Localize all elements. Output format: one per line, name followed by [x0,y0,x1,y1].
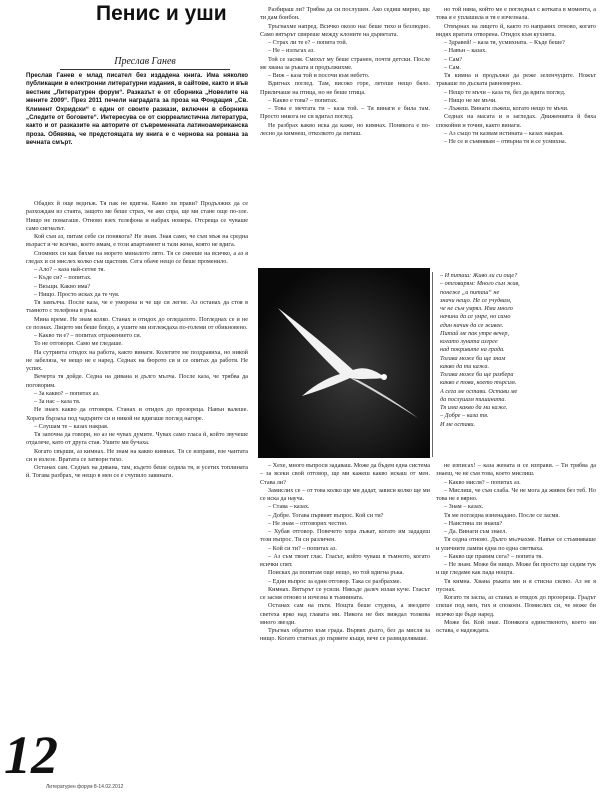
paragraph: Когато тя заспа, аз станах и отидох до прозореца. Градът спеше под мен, тих и спокоен. Помислих си, че може би всичко ще бъде наред. [436,594,596,618]
paragraph: Останах сам на пътя. Нощта беше студена, а звездите светеха ярко над главата ми. Никога не бях виждал толкова много звезди. [260,602,430,626]
paragraph: – Лъжеш. Винаги лъжеш, когато нещо те мъчи. [444,105,569,112]
paragraph: Тя започна да говори, но аз не чувах думите. Чувах само гласа й, който звучеше отдалече, като от друга стая. Ушите ми бучаха. [26,431,248,447]
paragraph: Мина време. Не знам колко. Станах и отидох до огледалото. Погледнах се и не се познах. Лицето ми беше бледо, а ушите ми изглеждаха по-големи от обикновено. [26,315,248,331]
paragraph: – Какво ще правим сега? – попита тя. [444,552,543,560]
paragraph: – Виж – каза той и посочи към небето. [268,72,370,79]
paragraph: Тя кимна и продължи да реже зеленчуците. Ножът тракаше по дъската равномерно. [436,72,596,88]
paragraph: Тя кимна. Хвана ръката ми и я стисна силно. Аз не я пуснах. [436,577,596,593]
paragraph: Тогава може би ще разбера [440,371,514,378]
paragraph: че не съм умрял. Има много [440,305,513,312]
paragraph: Седнах на масата и я загледах. Движенията й бяха спокойни и точни, както винаги. [436,113,596,129]
page-footer: Литературен форум 8-14.02.2012 [46,784,124,790]
paragraph: Кой съм аз, питам себе си понякога? Не знам. Зная само, че съм мъж на средна възраст и че всичко, което имам, е този апартамент и тази жена, която не вдига. [26,233,248,249]
column-2-top [260,6,430,268]
paragraph: Поисках да попитам още нещо, но той вдигна ръка. [268,569,404,577]
page-number: 12 [4,725,58,785]
paragraph: – отговарям: Много съм жив, [440,280,520,288]
poem-block [440,272,596,458]
paragraph: – Какво мисля? – попитах аз. [444,478,521,486]
paragraph: Тя седна отново. Дълго мълчахме. Навън се стъмняваше и уличните лампи една по една светваха. [436,536,596,552]
paragraph: Вдигнах поглед. Там, високо горе, летеше нещо бяло. Приличаше на птица, но не беше птица. [260,80,430,96]
paragraph: – За нас – каза тя. [34,398,81,405]
column-2-bottom [260,462,430,796]
paragraph: какво е това, което търсим. [440,379,517,387]
paragraph: какво да ти кажа. [440,362,490,370]
paragraph: един начин да се живее. [440,321,504,329]
paragraph: – Нищо. Просто исках да те чуя. [34,290,120,298]
paragraph: А сега ме остави. Остави ме [440,387,518,395]
paragraph: – Знам – казах. [444,503,484,511]
column-3-top [436,6,596,268]
paragraph: – Не знам. Може би нищо. Може би просто ще седим тук и ще гледаме как пада нощта. [436,561,596,577]
paragraph: – Аз съм твоят глас. Гласът, който чуваш в тъмното, когато всички спят. [260,552,430,568]
paragraph: Обадих й още веднъж. Тя пак не вдигна. Какво ли прави? Продължих да се разхождам из стаята, защото ме беше страх, че ако спра, ще ми стане още по-зле. Нищо не помагаше. Отново взех телефона и набрах номера. Отсреща се чуваше само сигналът. [26,200,248,232]
paragraph: – И питаш: Живо ли си още? [440,272,518,279]
paragraph: – Не се и съмнявам – отвърна тя и се усмихна. [444,138,567,145]
paragraph: но той няма, който ме е погледнал с котката в момента, а това я е уплашила и тя е изчезнала. [436,6,596,22]
column-divider [432,272,433,457]
paragraph: – Сам? [444,55,463,63]
column-1 [26,200,248,796]
paragraph: – Един въпрос за един отговор. Така се разбрахме. [268,577,401,585]
paragraph: – Сам. [444,63,461,71]
paragraph: – Слушам те – казах накрая. [34,422,109,430]
article-title: Пенис и уши [96,2,227,25]
paragraph: – Аз също ти казвам истината – казах накрая. [444,129,564,137]
paragraph: Вечерта тя дойде. Седна на дивана и дълго мълча. После каза, че трябва да поговорим. [26,373,248,389]
paragraph: – Не – излъгах аз. [268,47,315,55]
paragraph: – Добре. Тогава първият въпрос. Кой си ти? [268,511,384,519]
paragraph: – Мислиш, че съм слаба. Че не мога да живея без теб. Но това не е вярно. [436,486,596,502]
paragraph: Не знаех какво да отговоря. Станах и отидох до прозореца. Навън валеше. Хората бързаха под чадърите си и никой не вдигаше поглед нагоре. [26,406,248,422]
paragraph: – Какво ти е? – попитах отражението си. [34,332,142,339]
paragraph: когато луната изгрее [440,338,498,345]
paragraph: – Добре – каза тя. [440,412,489,420]
paragraph: – Това е мечтата ти – каза той. – Тя винаги е била там. Просто никога не си вдигал поглед. [260,105,430,121]
paragraph: над покривите на града. [440,346,505,354]
paragraph: Тя ме погледна изненадано. После се засмя. [444,511,560,519]
paragraph: Спомних си как бяхме на морето миналото лято. Тя се смееше на всичко, а аз я гледах и си мислех колко съм щастлив. Сега обаче нещо се беше променило. [26,249,248,265]
paragraph: Той се засмя. Смехът му беше странен, почти детски. После ме хвана за ръката и продължихме. [260,55,430,71]
paragraph: – Какво е това? – попитах. [268,96,338,104]
paragraph: На сутринта отидох на работа, както винаги. Колегите ме поздравиха, но никой не забеляза, че нещо не е наред. Седнах на бюрото си и се опитах да работя. Не успях. [26,348,248,372]
paragraph: Разбираш ли? Трябва да си послушен. Ако седиш мирно, ще ти дам бонбон. [260,6,430,22]
paragraph: – Нищо не ме мъчи. [444,96,497,104]
paragraph: Отвърнах на лицето й, както го направих отново, когато видях вратата отворена. Отидох към кухнята. [436,22,596,38]
paragraph: – Кой си ти? – попитах аз. [268,544,337,552]
paragraph: – Не знам – отговорих честно. [268,519,348,527]
paragraph: – Навън – казах. [444,47,487,55]
article-author: Преслав Ганев [60,56,230,70]
paragraph: Питай ме пак утре вечер, [440,329,510,337]
paragraph: Не разбрах какво иска да каже, но кимнах. Понякога е по-лесно да кимнеш, отколкото да питаш. [260,121,430,137]
paragraph: Тогава може би ще знам [440,354,506,362]
paragraph: Останах сам. Седнах на дивана, там, където беше седяла тя, и усетих топлината й. Тогава разбрах, че нещо в мен се е счупило завинаги. [26,464,248,480]
paragraph: не изписах! – каза жената и се изправи. – Ти трябва да знаеш, че не съм това, което мислиш. [436,462,596,478]
paragraph: Тя замълча. После каза, че е уморена и че ще си легне. Аз останах да стоя в тъмното с телефона в ръка. [26,299,248,315]
paragraph: – Нещо те мъчи – каза тя, без да вдига поглед. [444,88,566,96]
bird-photo [258,268,430,458]
article-lead: Преслав Ганев е млад писател без издадена книга. Има няколко публикации в електронни литературни издания, в сайтове, както и във вестник „Литературен форум“. Разказът е от сборника „Новелите на жените 2009“. През 2011 печели наградата за проза на Фондация „Св. Климент Охридски“ с един от своите разкази, включен в сборника „Следите от боговете“. Интересува се от сюрреалистична литература, както и от разказите на авторите от съвременната латиноамериканска проза. Обявява, че предстоящата му книга е с чернова на романа за вечната смърт. [26,72,248,147]
paragraph: Тръгнахме напред. Всичко около нас беше тихо и безлюдно. Само вятърът свиреше между клоните на дърветата. [260,22,430,38]
paragraph: Тя има какво да ми каже. [440,404,508,411]
paragraph: – Страх ли те е? – попита той. [268,39,348,46]
paragraph: Кимнах. Вятърът се усили. Някъде далеч излая куче. Гласът се засмя отново и изчезна в тъмнината. [260,585,430,601]
column-3-bottom [436,462,596,796]
paragraph: понеже „и питаш“ не [440,288,500,296]
paragraph: – Става – казах. [268,503,310,511]
paragraph: – За какво? – попитах аз. [34,389,100,397]
paragraph: – Къде си? – попитах. [34,274,92,282]
paragraph: Замислих се – от това колко ще ми дадат, зависи колко ще ми се иска да науча. [260,486,430,502]
paragraph: – Здравей! – каза тя, усмихната. – Къде беше? [444,39,565,46]
paragraph: Тръгнах обратно към града. Вървях дълго, без да мисля за нищо. Когато стигнах до първите къщи, вече се развиделяваше. [260,627,430,643]
paragraph: – Хехе, много въпроси задаваш. Може да бъдем една система – за всеки свой отговор, ще ми кажеш какво искаш от мен. Става ли? [260,462,430,486]
paragraph: да послушам тишината. [440,395,507,403]
paragraph: – Наистина ли знаеш? [444,519,503,527]
paragraph: И ме остави. [440,420,476,428]
paragraph: То не отговори. Само ме гледаше. [34,340,123,348]
paragraph: значи нещо. Не се учудвам, [440,296,512,304]
paragraph: Когато свърши, аз кимнах. Не знам на какво кимнах. Тя се изправи, взе чантата си и излезе. Вратата се затвори тихо. [26,447,248,463]
paragraph: – Хубав отговор. Повечето хора лъжат, когато им зададеш този въпрос. Ти си различен. [260,528,430,544]
paragraph: начини да се умре, но само [440,313,511,321]
paragraph: – Вкъщи. Какво има? [34,282,91,290]
paragraph: – Да. Винаги съм знаел. [444,528,507,535]
paragraph: Може би. Кой знае. Понякога единственото, което ни остава, е надеждата. [436,618,596,634]
paragraph: – Ало? – каза най-сетне тя. [34,266,105,273]
